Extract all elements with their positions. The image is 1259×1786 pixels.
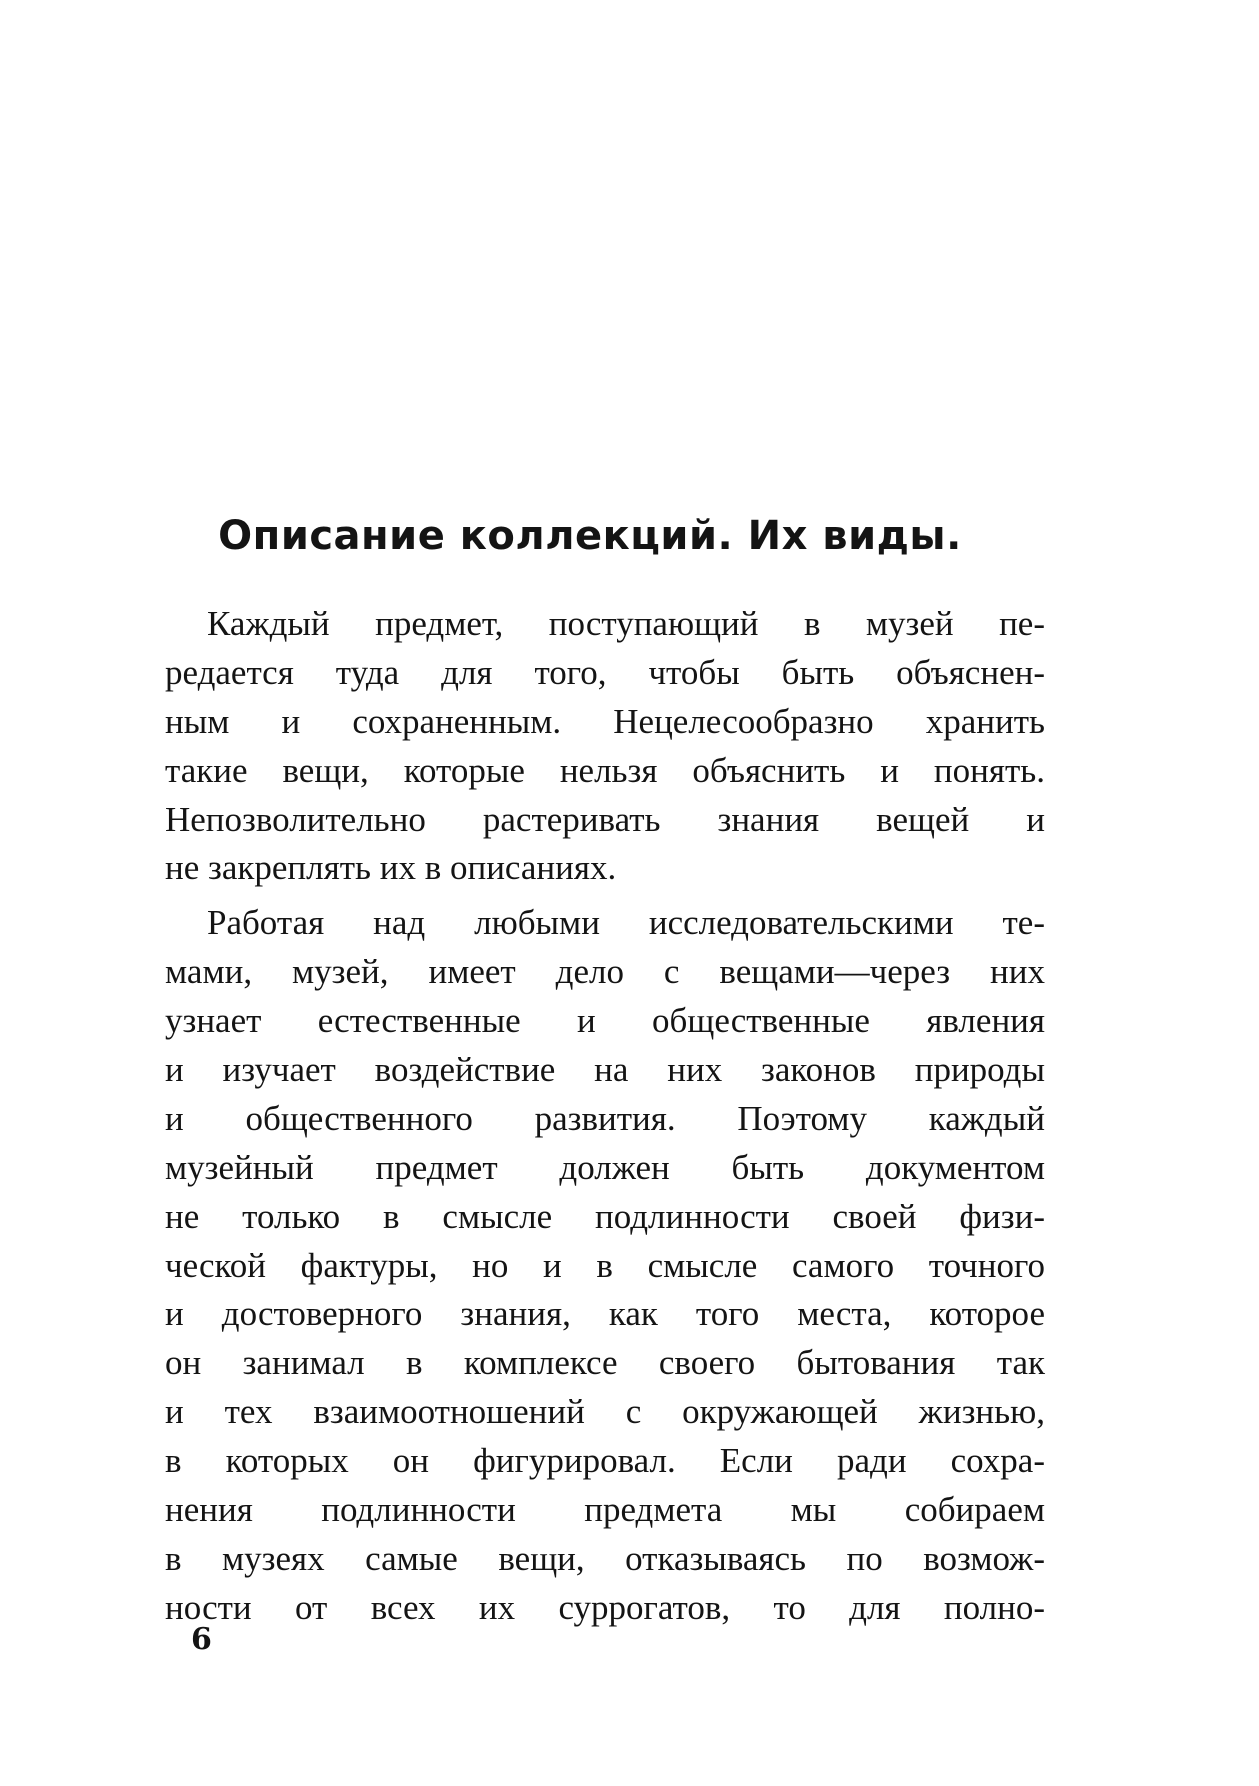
text-line: ным и сохраненным. Нецелесообразно хранить xyxy=(165,701,1045,741)
paragraph-2 xyxy=(165,899,1045,1632)
text-line: и тех взаимоотношений с окружающей жизнью, xyxy=(165,1392,1045,1432)
body-text xyxy=(165,600,1045,1633)
text-line: не только в смысле подлинности своей физи- xyxy=(165,1196,1045,1236)
text-line: и общественного развития. Поэтому каждый xyxy=(165,1098,1045,1138)
page-number: 6 xyxy=(191,1622,212,1657)
text-line: ности от всех их суррогатов, то для полно- xyxy=(165,1587,1045,1627)
text-line: он занимал в комплексе своего бытования так xyxy=(165,1343,1045,1383)
text-line: и достоверного знания, как того места, которое xyxy=(165,1294,1045,1334)
text-line: в музеях самые вещи, отказываясь по возмож- xyxy=(165,1538,1045,1578)
text-line: нения подлинности предмета мы собираем xyxy=(165,1490,1045,1530)
text-line: редается туда для того, чтобы быть объяснен- xyxy=(165,652,1045,692)
text-line: и изучает воздействие на них законов природы xyxy=(165,1050,1045,1090)
section-heading: Описание коллекций. Их виды. xyxy=(218,513,962,559)
paragraph-1 xyxy=(165,600,1045,893)
text-line: в которых он фигурировал. Если ради сохра- xyxy=(165,1441,1045,1481)
text-line: ческой фактуры, но и в смысле самого точного xyxy=(165,1245,1045,1285)
text-line: Работая над любыми исследовательскими те- xyxy=(207,903,1045,943)
text-line: Непозволительно растеривать знания вещей и xyxy=(165,799,1045,839)
text-line: мами, музей, имеет дело с вещами—через них xyxy=(165,952,1045,992)
text-line: не закреплять их в описаниях. xyxy=(165,848,617,888)
text-line: Каждый предмет, поступающий в музей пе- xyxy=(207,604,1045,643)
text-line: узнает естественные и общественные явления xyxy=(165,1001,1045,1041)
text-line: музейный предмет должен быть документом xyxy=(165,1147,1045,1187)
text-line: такие вещи, которые нельзя объяснить и понять. xyxy=(165,750,1045,790)
